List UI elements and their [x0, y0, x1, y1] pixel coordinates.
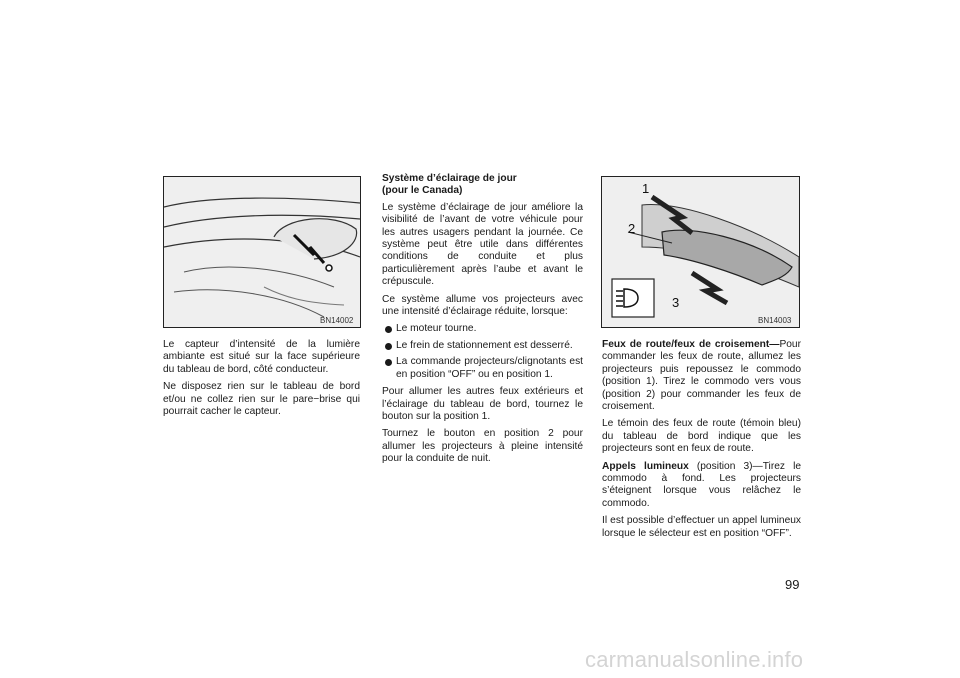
flash-heading: Appels lumineux	[602, 460, 689, 472]
list-item: Le frein de stationnement est desserré.	[382, 340, 583, 352]
page-number: 99	[785, 577, 800, 592]
bullet-icon	[385, 359, 392, 366]
column-right	[602, 339, 801, 545]
indicator-paragraph: Le témoin des feux de route (témoin bleu) du tableau de bord indique que les projecteurs sont en feux de route.	[602, 418, 801, 455]
drl-conditions-paragraph: Ce système allume vos projecteurs avec une intensité d’éclairage réduite, lorsque:	[382, 293, 583, 318]
beam-paragraph: Feux de route/feux de croisement—Pour commander les feux de route, allumez les projecteurs puis repoussez le commodo (position 1). Tirez le commodo vers vous (position 2) pour commander les feux de croisement.	[602, 339, 801, 413]
sensor-warning-paragraph: Ne disposez rien sur le tableau de bord et/ou ne collez rien sur le pare−brise qui pourrait cacher le capteur.	[163, 381, 360, 418]
beam-heading: Feux de route/feux de croisement—	[602, 339, 780, 350]
figure-code: BN14003	[758, 316, 792, 325]
flash-paragraph: Appels lumineux (position 3)—Tirez le commodo à fond. Les projecteurs s’éteignent lorsque vous relâchez le commodo.	[602, 460, 801, 509]
position-3-label: 3	[672, 295, 680, 310]
column-middle	[382, 173, 583, 471]
section-heading-line1: Système d’éclairage de jour	[382, 173, 517, 184]
list-item: Le moteur tourne.	[382, 323, 583, 335]
column-left	[163, 339, 360, 423]
section-heading-line2: (pour le Canada)	[382, 185, 463, 197]
drl-intro-paragraph: Le système d’éclairage de jour améliore la visibilité de l’avant de votre véhicule pour les autres usagers pendant la journée. Ce système peut être utile dans différentes conditions de conduite et plus particulièrement après l’aube et avant le crépuscule.	[382, 201, 583, 288]
sensor-location-figure	[163, 176, 361, 328]
figure-code: BN14002	[320, 316, 354, 325]
sensor-location-paragraph: Le capteur d’intensité de la lumière ambiante est situé sur la face supérieure du tableau de bord, côté conducteur.	[163, 339, 360, 375]
position-1-label: 1	[642, 181, 650, 196]
headlight-lever-figure	[601, 176, 800, 328]
full-beam-paragraph: Tournez le bouton en position 2 pour allumer les projecteurs à pleine intensité pour la conduite de nuit.	[382, 428, 583, 465]
conditions-list	[382, 323, 583, 381]
flash-off-paragraph: Il est possible d’effectuer un appel lumineux lorsque le sélecteur est en position “OFF”.	[602, 515, 801, 539]
watermark: carmanualsonline.info	[585, 647, 804, 672]
section-heading	[382, 173, 583, 198]
exterior-lights-paragraph: Pour allumer les autres feux extérieurs et l’éclairage du tableau de bord, tournez le bouton sur la position 1.	[382, 386, 583, 422]
position-2-label: 2	[628, 221, 636, 236]
lever-illustration	[602, 177, 799, 327]
bullet-icon	[385, 343, 392, 350]
dashboard-illustration	[164, 177, 360, 327]
bullet-icon	[385, 326, 392, 333]
list-item: La commande projecteurs/clignotants est en position “OFF” ou en position 1.	[382, 356, 583, 381]
